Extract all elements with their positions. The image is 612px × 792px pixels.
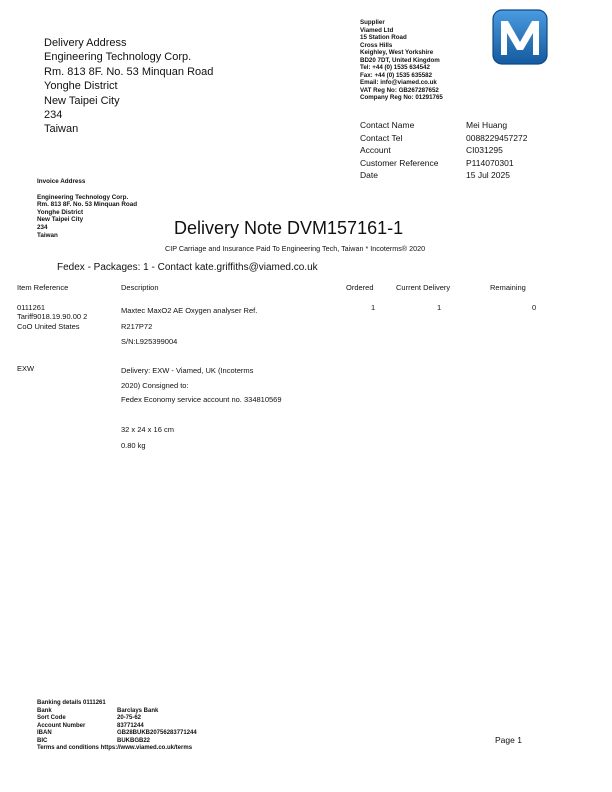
item-code: 0111261 [17,303,46,312]
supplier-line: Keighley, West Yorkshire [360,49,434,57]
contact-label: Account [360,145,391,155]
banking-footer [37,700,197,753]
exw-code: EXW [17,364,35,373]
item-reference-cell [17,303,87,331]
delivery-address-line: New Taipei City [44,94,120,107]
delivery-address-line: Yonghe District [44,80,118,93]
contact-value: 15 Jul 2025 [466,170,510,180]
contact-value: P114070301 [466,157,514,168]
contact-row [360,169,527,182]
supplier-line: Company Reg No: 01291765 [360,94,443,102]
invoice-address-line: Yonghe District [37,208,84,216]
terms-link[interactable]: Terms and conditions https://www.viamed.co.uk/terms [37,745,193,751]
shipping-contact-line: Fedex - Packages: 1 - Contact kate.griffiths@viamed.co.uk [57,262,318,273]
viamed-logo [492,9,548,65]
exw-description [121,364,282,408]
supplier-line: 15 Station Road [360,34,407,42]
invoice-address-block [37,178,137,239]
header-remaining: Remaining [490,283,526,292]
contact-value: Mei Huang [466,120,508,130]
contact-row [360,157,527,170]
contact-label: Contact Tel [360,132,403,143]
contact-label: Customer Reference [360,157,439,168]
invoice-address-line: 234 [37,223,48,231]
incoterms-line: CIP Carriage and Insurance Paid To Engineering Tech, Taiwan * Incoterms® 2020 [165,244,426,253]
contact-label: Contact Name [360,120,415,130]
item-description-line: R217P72 [121,321,153,331]
supplier-line: Email: info@viamed.co.uk [360,79,437,87]
banking-value: 20-75-62 [117,715,142,721]
item-current-delivery-qty: 1 [437,303,442,312]
supplier-line: Tel: +44 (0) 1535 634542 [360,64,430,72]
item-remaining-qty: 0 [532,303,537,312]
invoice-address-line: New Taipei City [37,216,84,224]
banking-label: Account Number [37,722,86,729]
header-description: Description [121,283,159,292]
package-size: 32 x 24 x 16 cm [121,425,174,434]
item-description-cell [121,303,257,350]
supplier-line: BD20 7DT, United Kingdom [360,56,440,64]
exw-description-line: Fedex Economy service account no. 334810569 [121,395,282,405]
banking-value: 83771244 [117,722,144,729]
contact-value: CI031295 [466,145,503,155]
delivery-address-line: Engineering Technology Corp. [44,51,192,64]
package-dimensions [121,422,174,453]
item-tariff: Tariff9018.19.90.00 2 [17,312,88,322]
delivery-address-block [44,36,213,137]
item-serial-number: S/N:L925399004 [121,337,178,346]
header-current-delivery: Current Delivery [396,283,451,292]
package-weight: 0.80 kg [121,440,146,450]
banking-row [37,708,197,716]
contact-row [360,144,527,157]
banking-label: IBAN [37,730,52,736]
delivery-address-line: Taiwan [44,123,79,136]
item-origin: CoO United States [17,321,80,331]
supplier-block [360,19,443,102]
supplier-line: Fax: +44 (0) 1535 635582 [360,71,433,79]
invoice-address-line: Rm. 813 8F. No. 53 Minquan Road [37,201,138,209]
page-number: Page 1 [495,735,522,745]
banking-label: Sort Code [37,715,66,721]
supplier-line: VAT Reg No: GB267287652 [360,86,439,94]
delivery-address-line: Delivery Address [44,37,127,49]
contact-row [360,119,527,132]
exw-description-line: 2020) Consigned to: [121,380,189,390]
banking-row [37,738,197,746]
invoice-address-line: Engineering Technology Corp. [37,193,129,201]
delivery-address-line: 234 [44,109,63,122]
banking-value: GB28BUKB20756283771244 [117,730,197,736]
contact-details [360,119,527,182]
banking-label: Bank [37,707,52,714]
supplier-line: Viamed Ltd [360,26,394,34]
supplier-line: Supplier [360,19,385,26]
banking-row [37,730,197,738]
item-ordered-qty: 1 [371,303,376,312]
exw-description-line: Delivery: EXW - Viamed, UK (Incoterms [121,366,254,375]
document-title: Delivery Note DVM157161-1 [174,218,404,238]
supplier-line: Cross Hills [360,41,393,49]
banking-title: Banking details 0111261 [37,700,106,706]
banking-row [37,715,197,723]
delivery-address-line: Rm. 813 8F. No. 53 Minquan Road [44,65,214,78]
header-ordered: Ordered [346,283,374,292]
banking-row [37,723,197,731]
contact-row [360,132,527,145]
banking-value: BUKBGB22 [117,737,151,744]
header-item-reference: Item Reference [17,283,69,292]
banking-label: BIC [37,737,48,744]
invoice-address-title: Invoice Address [37,178,86,185]
contact-value: 0088229457272 [466,132,528,143]
invoice-address-line: Taiwan [37,231,58,239]
item-description-line: Maxtec MaxO2 AE Oxygen analyser Ref. [121,306,258,315]
contact-label: Date [360,170,378,180]
banking-value: Barclays Bank [117,707,159,714]
